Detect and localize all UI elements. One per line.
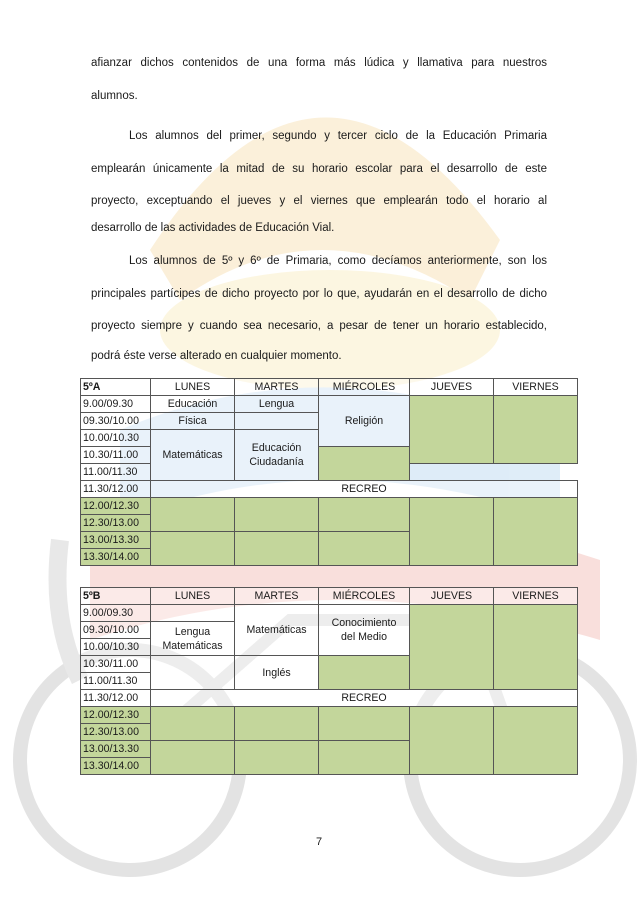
recess-row: [81, 690, 578, 707]
time-slot: 13.00/13.30: [81, 741, 151, 758]
subject-line: Conocimiento: [331, 617, 397, 629]
time-slot: 09.30/10.00: [81, 413, 151, 430]
paragraph-1-line-2: alumnos.: [91, 90, 138, 102]
subject-cell: Matemáticas: [151, 430, 235, 481]
day-header: VIERNES: [494, 379, 578, 396]
empty-green-cell: [319, 707, 410, 741]
time-slot: 13.30/14.00: [81, 549, 151, 566]
empty-green-cell: [319, 532, 410, 566]
empty-green-cell: [494, 707, 578, 775]
empty-green-cell: [494, 605, 578, 690]
subject-cell: Física: [151, 413, 235, 430]
subject-line: Ciudadanía: [249, 456, 304, 468]
day-header: MARTES: [235, 379, 319, 396]
day-header: MARTES: [235, 588, 319, 605]
table-row: [81, 396, 578, 413]
recess-row: [81, 481, 578, 498]
empty-green-cell: [410, 605, 494, 690]
empty-green-cell: [410, 396, 494, 464]
empty-green-cell: [319, 656, 410, 690]
day-header: VIERNES: [494, 588, 578, 605]
subject-cell: [319, 605, 410, 656]
time-slot: 10.00/10.30: [81, 430, 151, 447]
empty-green-cell: [235, 532, 319, 566]
time-slot: 9.00/09.30: [81, 396, 151, 413]
time-slot: 12.30/13.00: [81, 724, 151, 741]
empty-green-cell: [494, 396, 578, 464]
subject-cell: Lengua: [235, 396, 319, 413]
empty-green-cell: [235, 498, 319, 532]
table-row: [81, 498, 578, 515]
table-header-row: [81, 379, 578, 396]
subject-line: del Medio: [341, 631, 387, 643]
subject-line: Educación: [251, 442, 302, 454]
empty-cell: [151, 656, 235, 690]
subject-cell: [151, 622, 235, 656]
empty-green-cell: [151, 741, 235, 775]
time-slot: 12.00/12.30: [81, 498, 151, 515]
time-slot: 13.00/13.30: [81, 532, 151, 549]
subject-line: Lengua: [174, 625, 211, 638]
time-slot: 13.30/14.00: [81, 758, 151, 775]
empty-green-cell: [235, 707, 319, 741]
table-header-row: [81, 588, 578, 605]
schedule-table-5a: [80, 378, 578, 566]
day-header: JUEVES: [410, 588, 494, 605]
empty-cell: [151, 605, 235, 622]
empty-green-cell: [235, 741, 319, 775]
time-slot: 11.00/11.30: [81, 673, 151, 690]
schedule-table-5b: [80, 587, 578, 775]
empty-green-cell: [151, 498, 235, 532]
time-slot: 12.30/13.00: [81, 515, 151, 532]
subject-cell: Religión: [319, 396, 410, 447]
time-slot: 09.30/10.00: [81, 622, 151, 639]
subject-line: Matemáticas: [162, 639, 223, 652]
day-header: MIÉRCOLES: [319, 379, 410, 396]
paragraph-2-line-1: Los alumnos del primer, segundo y tercer ciclo de la Educación Primaria: [129, 130, 547, 142]
paragraph-3-line-1: Los alumnos de 5º y 6º de Primaria, como decíamos anteriormente, son los: [129, 255, 547, 267]
recess-label: RECREO: [151, 481, 578, 498]
empty-green-cell: [319, 447, 410, 481]
group-label: 5ºA: [81, 379, 151, 396]
page-number: 7: [315, 836, 323, 848]
time-slot: 11.00/11.30: [81, 464, 151, 481]
empty-green-cell: [319, 741, 410, 775]
empty-green-cell: [494, 498, 578, 566]
paragraph-3-line-4: podrá éste verse alterado en cualquier momento.: [91, 350, 342, 362]
time-slot: 10.30/11.00: [81, 656, 151, 673]
day-header: MIÉRCOLES: [319, 588, 410, 605]
paragraph-2-line-4: desarrollo de las actividades de Educación Vial.: [91, 222, 335, 234]
time-slot: 11.30/12.00: [81, 481, 151, 498]
subject-cell: Inglés: [235, 656, 319, 690]
subject-cell: Educación: [151, 396, 235, 413]
paragraph-2-line-3: proyecto, exceptuando el jueves y el viernes que emplearán todo el horario al: [91, 195, 547, 207]
paragraph-3-line-2: principales partícipes de dicho proyecto por lo que, ayudarán en el desarrollo de dicho: [91, 288, 547, 300]
table-row: [81, 707, 578, 724]
subject-cell: [235, 430, 319, 481]
empty-cell: [235, 413, 319, 430]
empty-green-cell: [151, 707, 235, 741]
time-slot: 12.00/12.30: [81, 707, 151, 724]
empty-green-cell: [319, 498, 410, 532]
empty-green-cell: [410, 707, 494, 775]
day-header: JUEVES: [410, 379, 494, 396]
paragraph-1-line-1: afianzar dichos contenidos de una forma más lúdica y llamativa para nuestros: [91, 57, 547, 69]
paragraph-3-line-3: proyecto siempre y cuando sea necesario, a pesar de tener un horario establecido,: [91, 320, 547, 332]
time-slot: 11.30/12.00: [81, 690, 151, 707]
time-slot: 9.00/09.30: [81, 605, 151, 622]
time-slot: 10.30/11.00: [81, 447, 151, 464]
empty-green-cell: [410, 498, 494, 566]
time-slot: 10.00/10.30: [81, 639, 151, 656]
table-row: [81, 605, 578, 622]
paragraph-2-line-2: emplearán únicamente la mitad de su horario escolar para el desarrollo de este: [91, 163, 547, 175]
empty-green-cell: [151, 532, 235, 566]
day-header: LUNES: [151, 588, 235, 605]
day-header: LUNES: [151, 379, 235, 396]
group-label: 5ºB: [81, 588, 151, 605]
recess-label: RECREO: [151, 690, 578, 707]
subject-cell: Matemáticas: [235, 605, 319, 656]
